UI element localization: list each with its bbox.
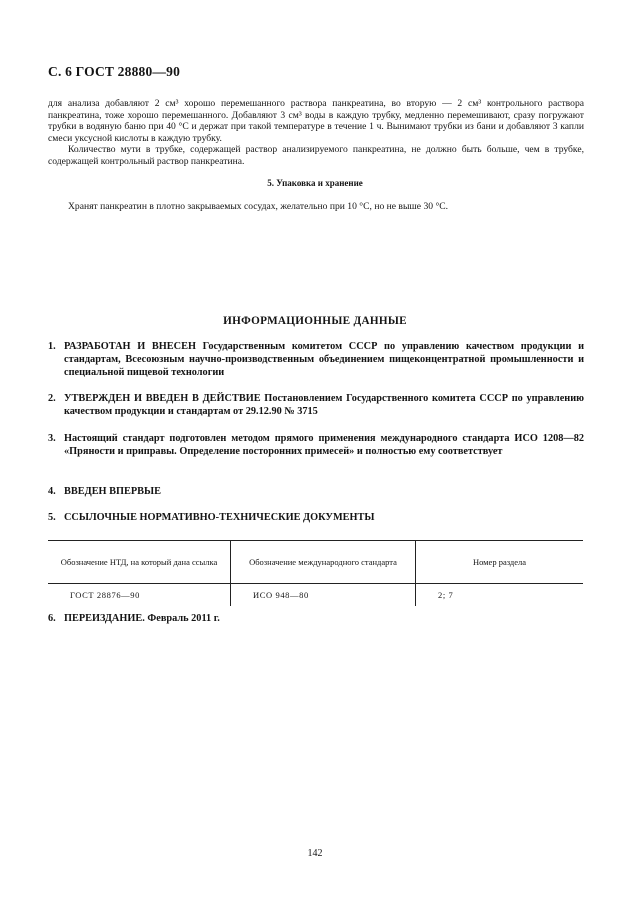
body-text xyxy=(48,98,584,168)
paragraph-analysis: для анализа добавляют 2 см³ хорошо перемешанного раствора панкреатина, во вторую — 2 см³ контрольного раствора панкреатина, тоже хорошо перемешанного. Добавляют 3 см³ воды в каждую трубку, медленно перемешивают, сразу погружают трубки в водяную баню при 40 °С и держат при такой температуре в течение 1 ч. Вынимают трубки из бани и добавляют 3 капли смеси уксусной кислоты в каждую трубку. xyxy=(48,98,584,144)
info-item-4 xyxy=(48,485,584,498)
info-item-number: 3. xyxy=(48,433,56,444)
info-item-number: 4. xyxy=(48,486,56,497)
paragraph-turbidity: Количество мути в трубке, содержащей раствор анализируемого панкреатина, не должно быть больше, чем в трубке, содержащей контрольный раствор панкреатина. xyxy=(48,144,584,167)
info-item-text: ПЕРЕИЗДАНИЕ. Февраль 2011 г. xyxy=(64,613,220,624)
info-item-text: УТВЕРЖДЕН И ВВЕДЕН В ДЕЙСТВИЕ Постановлением Государственного комитета СССР по управлению качеством продукции и стандартам от 29.12.90 № 3715 xyxy=(64,393,584,417)
table-header-iso: Обозначение международного стандарта xyxy=(231,541,416,584)
info-item-text: РАЗРАБОТАН И ВНЕСЕН Государственным комитетом СССР по управлению качеством продукции и стандартам, Всесоюзным научно-производственным объединением пищеконцентратной промышленности и специальной пищевой технологии xyxy=(64,341,584,378)
info-item-2 xyxy=(48,392,584,418)
table-cell-section: 2; 7 xyxy=(416,584,584,607)
table-header-ntd: Обозначение НТД, на который дана ссылка xyxy=(48,541,231,584)
section-5-text: Хранят панкреатин в плотно закрываемых сосудах, желательно при 10 °С, но не выше 30 °С. xyxy=(68,201,449,212)
info-item-number: 5. xyxy=(48,512,56,523)
table-header-row xyxy=(48,541,583,584)
table-cell-ntd: ГОСТ 28876—90 xyxy=(70,590,140,600)
page-number: 142 xyxy=(307,848,323,859)
table-header-section: Номер раздела xyxy=(416,541,584,584)
table-row xyxy=(48,584,583,607)
info-item-number: 6. xyxy=(48,613,56,624)
info-item-number: 1. xyxy=(48,341,56,352)
info-item-text: ВВЕДЕН ВПЕРВЫЕ xyxy=(64,486,162,497)
table-cell-iso: ИСО 948—80 xyxy=(231,584,416,607)
info-item-5 xyxy=(48,511,584,524)
info-title: ИНФОРМАЦИОННЫЕ ДАННЫЕ xyxy=(223,315,407,327)
info-item-3 xyxy=(48,432,584,458)
info-item-6 xyxy=(48,612,584,625)
references-table xyxy=(48,540,583,606)
info-item-1 xyxy=(48,340,584,379)
info-item-number: 2. xyxy=(48,393,56,404)
page-header: С. 6 ГОСТ 28880—90 xyxy=(48,64,181,79)
section-5-title: 5. Упаковка и хранение xyxy=(267,178,363,188)
info-item-text: ССЫЛОЧНЫЕ НОРМАТИВНО-ТЕХНИЧЕСКИЕ ДОКУМЕНТЫ xyxy=(64,512,375,523)
info-item-text: Настоящий стандарт подготовлен методом прямого применения международного стандарта ИСО 1208—82 «Пряности и приправы. Определение посторонних примесей» и полностью ему соответствует xyxy=(64,433,584,457)
